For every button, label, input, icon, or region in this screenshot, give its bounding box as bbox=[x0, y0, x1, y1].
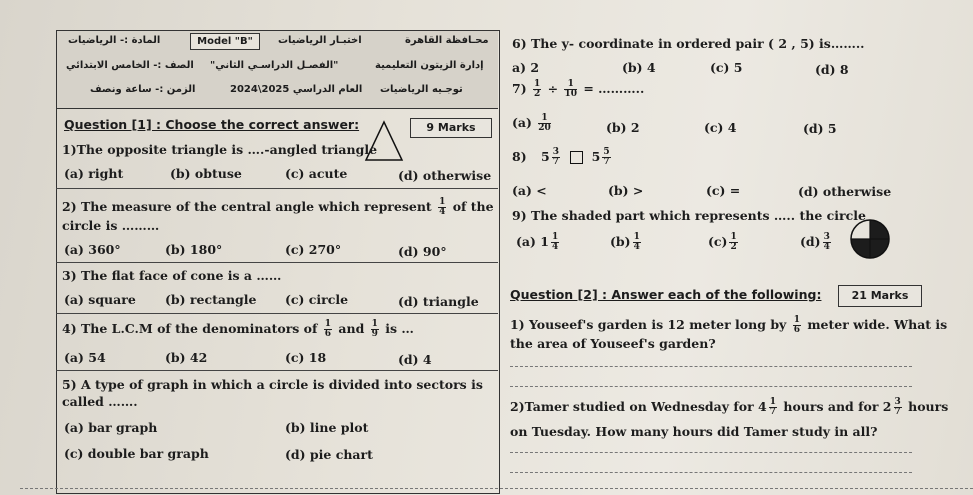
answer-line bbox=[510, 366, 912, 367]
q7-c: (c) 4 bbox=[704, 120, 737, 135]
q1-item2-c: (c) 270° bbox=[285, 242, 342, 257]
fraction: $\frac{1}{9}$ bbox=[371, 319, 378, 339]
q9-d: (d) $\frac{3}{4}$ bbox=[800, 232, 830, 252]
q7-b: (b) 2 bbox=[606, 120, 640, 135]
q1-item2-line2: circle is ……… bbox=[62, 218, 160, 233]
q1-item1-c: (c) acute bbox=[285, 166, 348, 181]
divider bbox=[56, 262, 498, 263]
q1-item2: 2) The measure of the central angle which represent $\frac{1}{4}$ of the bbox=[62, 197, 494, 217]
q8: 8) 5 $\frac{3}{7}$ 5 $\frac{5}{7}$ bbox=[512, 147, 610, 167]
q6-c: (c) 5 bbox=[710, 60, 743, 75]
q1-item3-c: (c) circle bbox=[285, 292, 349, 307]
q1-item5-b: (b) line plot bbox=[285, 420, 369, 435]
q7: 7) $\frac{1}{2}$ ÷ $\frac{1}{10}$ = ……….. bbox=[512, 79, 645, 99]
q1-title: Question [1] : Choose the correct answer: bbox=[64, 117, 360, 132]
q7-a: (a) $\frac{1}{20}$ bbox=[512, 113, 551, 133]
q9: 9) The shaded part which represents ….. the circle bbox=[512, 208, 866, 223]
q1-item4-c: (c) 18 bbox=[285, 350, 327, 365]
q1-item4-a: (a) 54 bbox=[64, 350, 106, 365]
header-time: الزمن :- ساعة ونصف bbox=[90, 84, 196, 95]
q1-item5-c: (c) double bar graph bbox=[64, 446, 209, 461]
header-model: Model "B" bbox=[190, 33, 260, 50]
q1-item2-b: (b) 180° bbox=[165, 242, 223, 257]
header-year: العام الدراسي 2025\2024 bbox=[230, 84, 363, 95]
blank-box bbox=[570, 151, 583, 164]
q1-item1-a: (a) right bbox=[64, 166, 124, 181]
divider bbox=[56, 313, 498, 314]
q8-a: (a) < bbox=[512, 183, 547, 198]
q1-item1: 1)The opposite triangle is ….-angled triangle bbox=[62, 142, 378, 157]
fraction: $\frac{1}{6}$ bbox=[324, 319, 332, 339]
q9-b: (b) $\frac{1}{4}$ bbox=[610, 232, 640, 252]
q6-a: a) 2 bbox=[512, 60, 540, 75]
q1-item5: 5) A type of graph in which a circle is divided into sectors is bbox=[62, 377, 483, 392]
q7-d: (d) 5 bbox=[803, 121, 837, 136]
q2-marks: 21 Marks bbox=[838, 285, 922, 307]
q6: 6) The y- coordinate in ordered pair ( 2 , 5) is…….. bbox=[512, 36, 865, 51]
header-subject: المادة :- الرياضيات bbox=[68, 35, 161, 46]
q1-marks: 9 Marks bbox=[410, 118, 492, 138]
q6-b: (b) 4 bbox=[622, 60, 656, 75]
header-grade: الصف :- الخامس الابتدائي bbox=[66, 60, 194, 71]
header-term: "الفصـل الدراسـي الثاني" bbox=[210, 60, 339, 71]
q1-item5-d: (d) pie chart bbox=[285, 447, 373, 462]
q1-item2-d: (d) 90° bbox=[398, 244, 447, 259]
header-governorate: محـافظة القاهرة bbox=[405, 35, 489, 46]
q1-item3-d: (d) triangle bbox=[398, 294, 479, 309]
q8-b: (b) > bbox=[608, 183, 644, 198]
q1-item3: 3) The flat face of cone is a …… bbox=[62, 268, 282, 283]
divider bbox=[56, 188, 498, 189]
q1-item3-a: (a) square bbox=[64, 292, 136, 307]
q9-c: (c) $\frac{1}{2}$ bbox=[708, 232, 737, 252]
q1-item5-line2: called ……. bbox=[62, 394, 138, 409]
q6-d: (d) 8 bbox=[815, 62, 849, 77]
q2-p1-line2: the area of Youseef's garden? bbox=[510, 336, 716, 351]
q1-item1-d: (d) otherwise bbox=[398, 168, 492, 183]
q2-p1: 1) Youseef's garden is 12 meter long by $\frac{1}{6}$ meter wide. What is bbox=[510, 315, 948, 335]
q9-a: (a) 1 $\frac{1}{4}$ bbox=[516, 232, 559, 252]
q1-item3-b: (b) rectangle bbox=[165, 292, 257, 307]
answer-line bbox=[510, 386, 912, 387]
q1-item4: 4) The L.C.M of the denominators of $\frac{1}{6}$ and $\frac{1}{9}$ is … bbox=[62, 319, 414, 339]
q8-d: (d) otherwise bbox=[798, 184, 892, 199]
q1-item4-b: (b) 42 bbox=[165, 350, 208, 365]
q8-c: (c) = bbox=[706, 183, 741, 198]
q1-item1-b: (b) obtuse bbox=[170, 166, 242, 181]
header-directorate: إدارة الزيتون التعليمية bbox=[375, 60, 484, 71]
q2-title: Question [2] : Answer each of the following: bbox=[510, 287, 822, 302]
header-supervision: توجـيه الرياضيات bbox=[380, 84, 463, 95]
page-cut-line bbox=[20, 488, 973, 489]
q1-item5-a: (a) bar graph bbox=[64, 420, 158, 435]
answer-line bbox=[510, 472, 912, 473]
q1-item4-d: (d) 4 bbox=[398, 352, 432, 367]
q2-p2-line2: on Tuesday. How many hours did Tamer study in all? bbox=[510, 424, 878, 439]
header-exam: اختبـار الرياضيات bbox=[278, 35, 362, 46]
q1-item2-a: (a) 360° bbox=[64, 242, 121, 257]
q2-p2: 2)Tamer studied on Wednesday for 4 $\frac{1}{7}$ hours and for 2 $\frac{3}{7}$ hours bbox=[510, 397, 949, 417]
fraction: $\frac{1}{4}$ bbox=[439, 197, 446, 217]
shaded-circle-figure bbox=[848, 217, 892, 261]
divider bbox=[56, 370, 498, 371]
answer-line bbox=[510, 452, 912, 453]
